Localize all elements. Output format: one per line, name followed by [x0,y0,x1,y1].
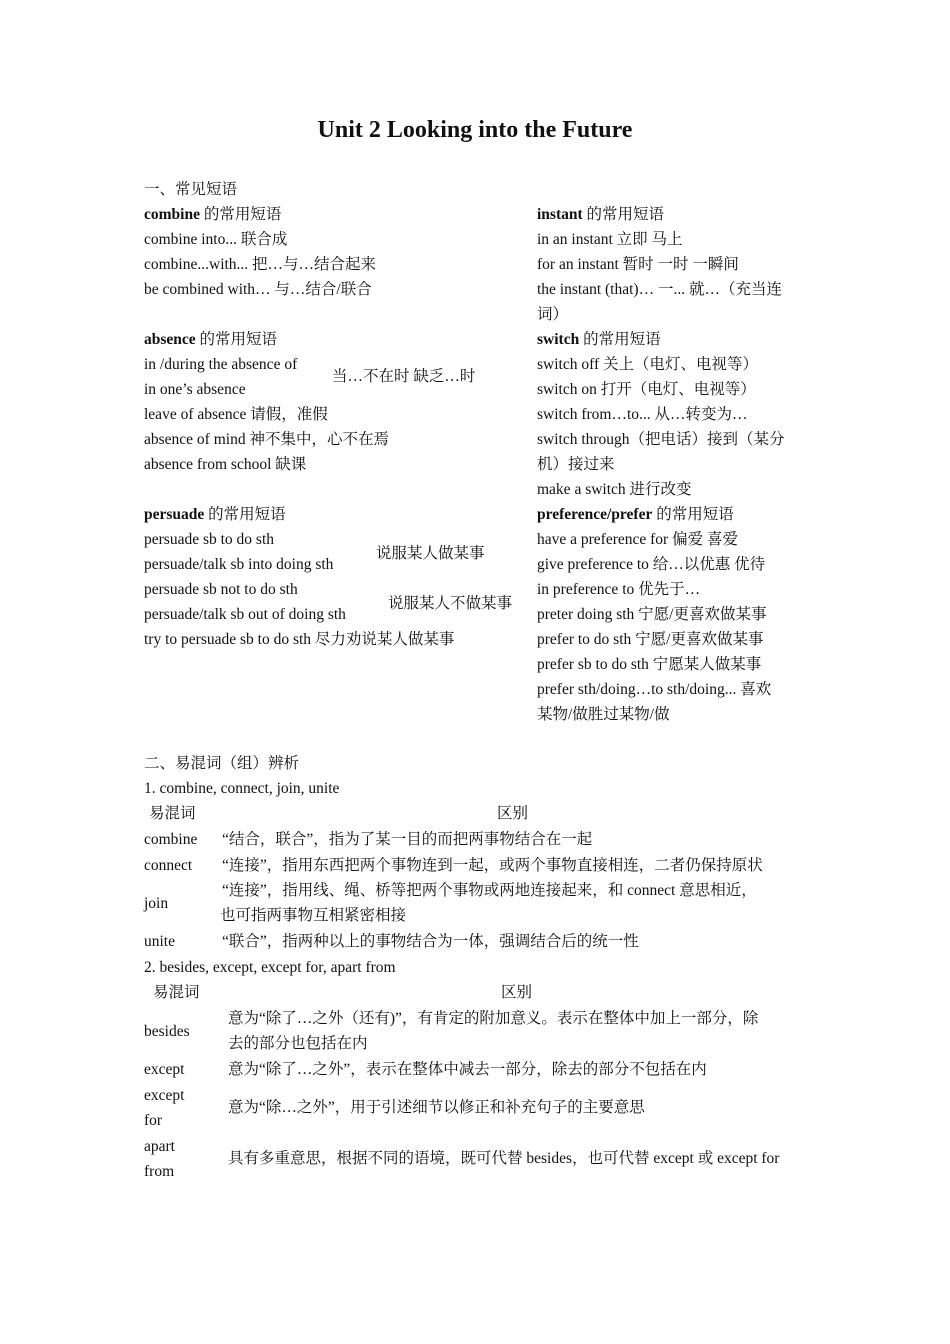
table2-row-word: besides [144,1023,190,1040]
absence-phrase: leave of absence 请假，准假 [144,406,328,423]
absence-phrase: absence from school 缺课 [144,456,307,473]
table1-header-diff: 区别 [497,805,529,822]
table2-row-diff: 具有多重意思，根据不同的语境，既可代替 besides，也可代替 except 或 except for [228,1150,780,1167]
prefer-phrase: prefer to do sth 宁愿/更喜欢做某事 [537,631,764,648]
instant-head-suffix: 的常用短语 [582,206,665,223]
combine-phrase: combine into... 联合成 [144,231,288,248]
combine-heading [144,205,281,225]
prefer-head-suffix: 的常用短语 [652,506,734,523]
prefer-phrase: prefer sth/doing…to sth/doing... 喜欢 [537,681,772,698]
combine-phrase: combine...with... 把…与…结合起来 [144,256,377,273]
absence-head-suffix: 的常用短语 [195,331,278,348]
prefer-phrase: preter doing sth 宁愿/更喜欢做某事 [537,606,767,623]
table1-row-diff: 也可指两事物互相紧密相接 [220,907,407,924]
table2-header-word: 易混词 [153,984,200,1001]
table2-row-diff: 意为“除了…之外”，表示在整体中减去一部分，除去的部分不包括在内 [228,1061,707,1078]
persuade-heading [144,505,286,525]
table2-row-word-cont: for [144,1112,163,1129]
instant-phrase: 词） [537,306,569,323]
table1-row-diff: “联合”，指两种以上的事物结合为一体，强调结合后的统一性 [222,933,639,950]
switch-head-suffix: 的常用短语 [579,331,661,348]
instant-phrase: in an instant 立即 马上 [537,231,683,248]
switch-heading [537,330,661,350]
switch-phrase: switch from…to... 从…转变为… [537,406,748,423]
table1-row-diff: “连接”，指用线、绳、桥等把两个事物或两地连接起来，和 connect 意思相近， [222,882,757,899]
page-title: Unit 2 Looking into the Future [317,117,633,143]
absence-phrase: absence of mind 神不集中，心不在焉 [144,431,389,448]
persuade-head-suffix: 的常用短语 [204,506,286,523]
combine-head-suffix: 的常用短语 [199,206,282,223]
absence-grouped-phrase: in /during the absence of [144,356,298,373]
persuade-phrase: persuade sb to do sth [144,531,275,548]
instant-head-word: instant [537,206,583,223]
persuade-head-word: persuade [144,506,205,523]
table2-row-word-cont: from [144,1163,175,1180]
switch-phrase: switch on 打开（电灯、电视等） [537,381,756,398]
table2-row-word: apart [144,1138,175,1155]
switch-head-word: switch [537,331,580,348]
table2-row-word: except [144,1087,185,1104]
persuade-group2-meaning: 说服某人不做某事 [388,595,513,612]
combine-phrase: be combined with… 与…结合/联合 [144,281,372,298]
absence-head-word: absence [144,331,196,348]
absence-grouped-meaning: 当…不在时 缺乏…时 [332,368,476,385]
instant-phrase: for an instant 暂时 一时 一瞬间 [537,256,739,273]
switch-phrase: switch off 关上（电灯、电视等） [537,356,759,373]
table2-row-diff: 意为“除…之外”，用于引述细节以修正和补充句子的主要意思 [228,1099,645,1116]
prefer-phrase: prefer sb to do sth 宁愿某人做某事 [537,656,762,673]
table1-row-diff: “连接”，指用东西把两个事物连到一起，或两个事物直接相连，二者仍保持原状 [222,857,763,874]
section1-heading: 一、常见短语 [144,181,238,198]
table2-row-diff: 去的部分也包括在内 [228,1035,368,1052]
persuade-group1-meaning: 说服某人做某事 [376,545,485,562]
prefer-phrase: give preference to 给…以优惠 优待 [537,556,766,573]
prefer-heading [537,505,734,525]
prefer-phrase: in preference to 优先于… [537,581,701,598]
persuade-phrase: persuade/talk sb into doing sth [144,556,334,573]
persuade-phrase: persuade/talk sb out of doing sth [144,606,346,623]
prefer-phrase: have a preference for 偏爱 喜爱 [537,531,738,548]
table1-row-word: combine [144,831,198,848]
table1-row-word: connect [144,857,193,874]
table2-row-word: except [144,1061,185,1078]
table1-row-diff: “结合，联合”，指为了某一目的而把两事物结合在一起 [222,831,593,848]
section2-heading: 二、易混词（组）辨析 [144,755,300,772]
persuade-phrase: try to persuade sb to do sth 尽力劝说某人做某事 [144,631,455,648]
combine-head-word: combine [144,206,200,223]
table2-header-diff: 区别 [501,984,533,1001]
instant-phrase: the instant (that)… 一... 就…（充当连 [537,281,782,298]
switch-phrase: 机）接过来 [537,456,615,473]
table2-title: 2. besides, except, except for, apart from [144,959,396,976]
switch-phrase: switch through（把电话）接到（某分 [537,431,785,448]
table2-row-diff: 意为“除了…之外（还有)”，有肯定的附加意义。表示在整体中加上一部分，除 [228,1010,759,1027]
table1-row-word: join [144,895,169,912]
table1-row-word: unite [144,933,175,950]
switch-phrase: make a switch 进行改变 [537,481,692,498]
instant-heading [537,205,664,225]
table1-title: 1. combine, connect, join, unite [144,780,340,797]
prefer-head-word: preference/prefer [537,506,653,523]
table1-header-word: 易混词 [149,805,196,822]
absence-heading [144,330,277,350]
absence-grouped-phrase: in one’s absence [144,381,246,398]
persuade-phrase: persuade sb not to do sth [144,581,298,598]
prefer-phrase: 某物/做胜过某物/做 [537,706,670,723]
